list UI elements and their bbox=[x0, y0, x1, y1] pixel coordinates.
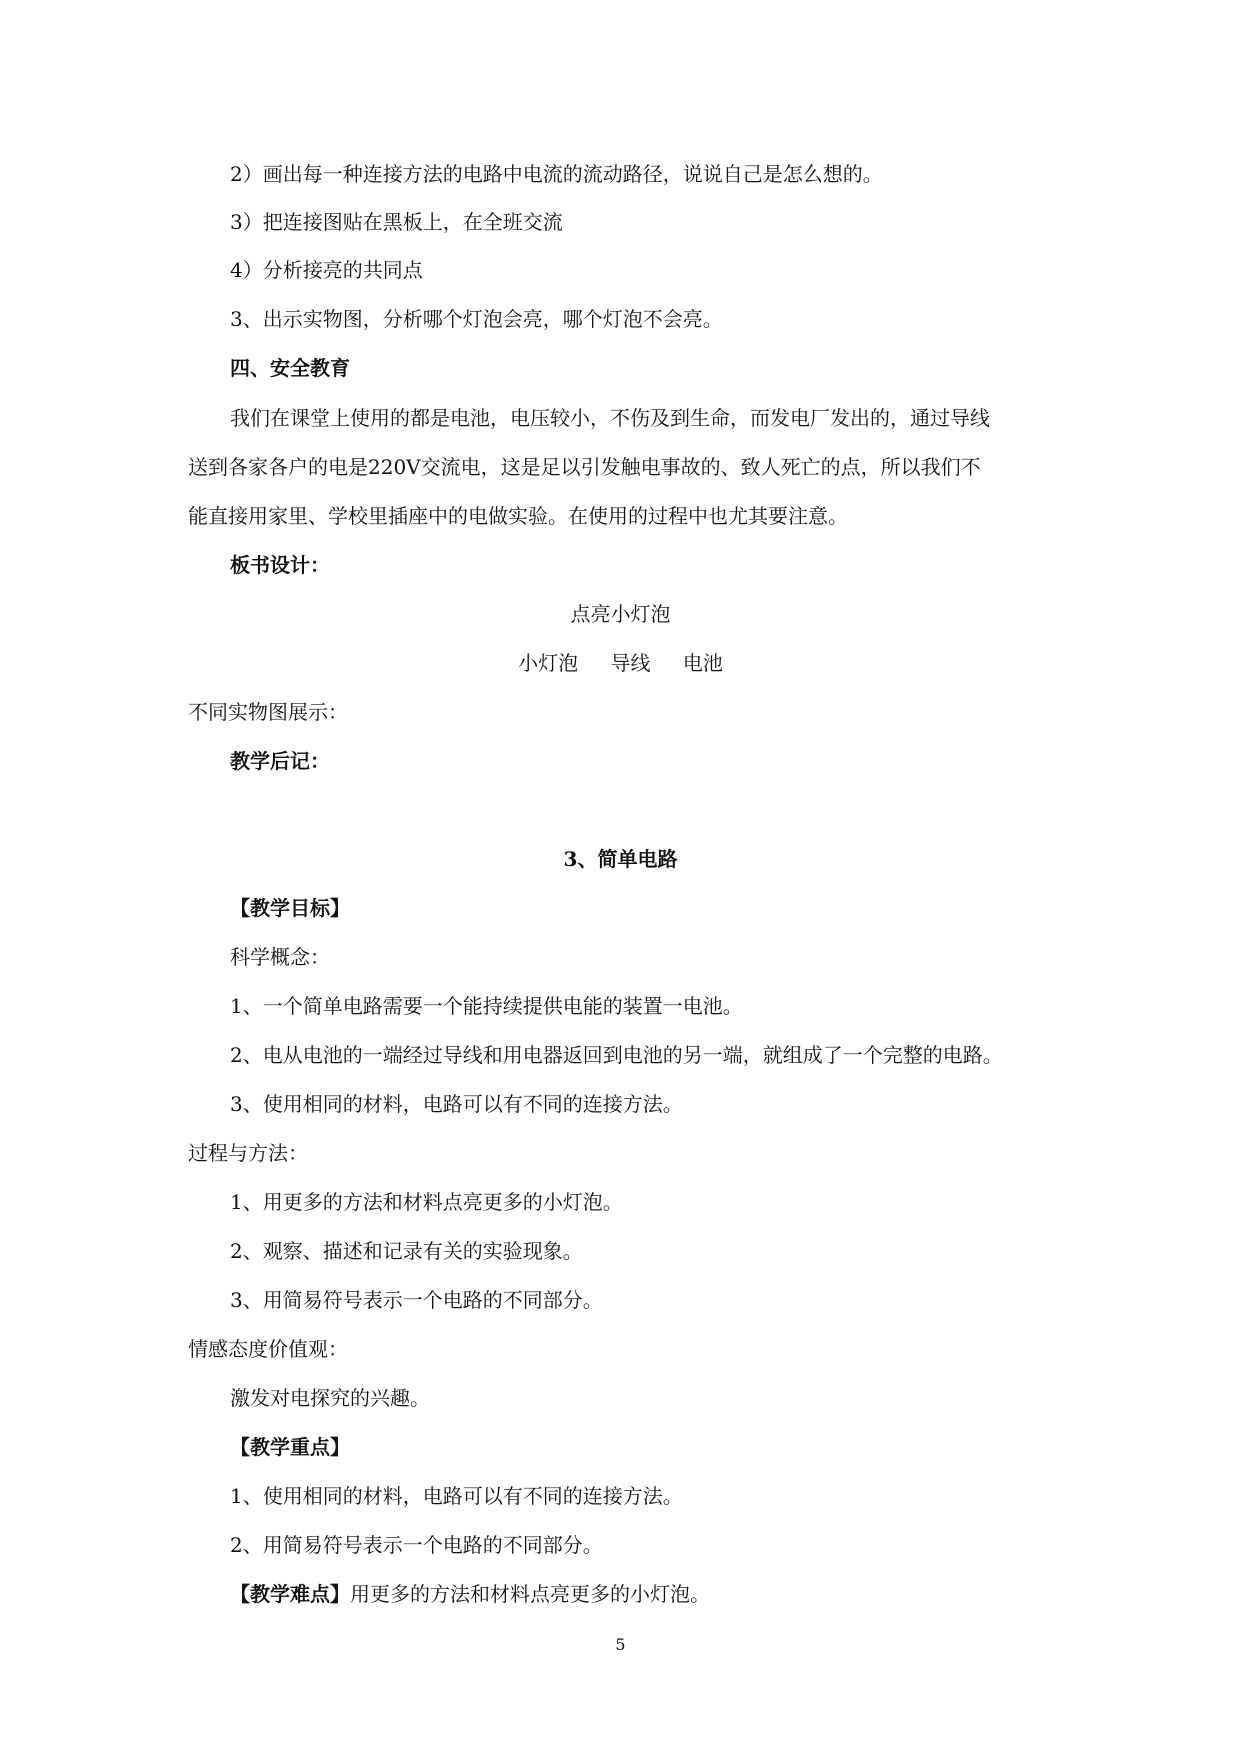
board-keyword: 小灯泡 bbox=[518, 651, 579, 675]
board-keyword: 导线 bbox=[610, 651, 651, 675]
diagram-display-label: 不同实物图展示： bbox=[188, 700, 348, 724]
concept-item-3: 3、使用相同的材料，电路可以有不同的连接方法。 bbox=[230, 1092, 683, 1116]
board-design-heading: 板书设计： bbox=[230, 553, 330, 577]
process-item-1: 1、用更多的方法和材料点亮更多的小灯泡。 bbox=[230, 1190, 623, 1214]
board-keyword: 电池 bbox=[682, 651, 723, 675]
step-3-post-diagrams: 3）把连接图贴在黑板上，在全班交流 bbox=[230, 210, 563, 234]
science-concepts-label: 科学概念： bbox=[230, 945, 330, 969]
difficulty-line bbox=[230, 1580, 710, 1608]
step-4-analyze-common-points: 4）分析接亮的共同点 bbox=[230, 258, 423, 282]
difficulty-label: 【教学难点】 bbox=[230, 1582, 350, 1606]
safety-paragraph-line-3: 能直接用家里、学校里插座中的电做实验。在使用的过程中也尤其要注意。 bbox=[188, 504, 848, 528]
board-title: 点亮小灯泡 bbox=[570, 602, 671, 626]
lesson-title: 3、简单电路 bbox=[563, 847, 678, 871]
board-keywords bbox=[0, 649, 1241, 677]
key-point-2: 2、用简易符号表示一个电路的不同部分。 bbox=[230, 1533, 603, 1557]
concept-item-1: 1、一个简单电路需要一个能持续提供电能的装置一电池。 bbox=[230, 994, 743, 1018]
process-method-label: 过程与方法： bbox=[188, 1141, 308, 1165]
page-number: 5 bbox=[615, 1635, 626, 1654]
concept-item-2: 2、电从电池的一端经过导线和用电器返回到电池的另一端，就组成了一个完整的电路。 bbox=[230, 1043, 1003, 1067]
key-points-heading: 【教学重点】 bbox=[230, 1435, 350, 1459]
attitude-values-label: 情感态度价值观： bbox=[188, 1337, 348, 1361]
section-heading-safety: 四、安全教育 bbox=[230, 356, 350, 380]
process-item-2: 2、观察、描述和记录有关的实验现象。 bbox=[230, 1239, 583, 1263]
objectives-heading: 【教学目标】 bbox=[230, 896, 350, 920]
key-point-1: 1、使用相同的材料，电路可以有不同的连接方法。 bbox=[230, 1484, 683, 1508]
attitude-item: 激发对电探究的兴趣。 bbox=[230, 1386, 430, 1410]
step-2-draw-current-path: 2）画出每一种连接方法的电路中电流的流动路径，说说自己是怎么想的。 bbox=[230, 162, 883, 186]
teaching-notes-heading: 教学后记： bbox=[230, 749, 330, 773]
difficulty-text: 用更多的方法和材料点亮更多的小灯泡。 bbox=[350, 1582, 710, 1606]
process-item-3: 3、用简易符号表示一个电路的不同部分。 bbox=[230, 1288, 603, 1312]
item-3-show-diagram: 3、出示实物图，分析哪个灯泡会亮，哪个灯泡不会亮。 bbox=[230, 307, 723, 331]
safety-paragraph-line-1: 我们在课堂上使用的都是电池，电压较小，不伤及到生命，而发电厂发出的，通过导线 bbox=[230, 406, 990, 430]
safety-paragraph-line-2: 送到各家各户的电是220V交流电，这是足以引发触电事故的、致人死亡的点，所以我们不 bbox=[188, 455, 981, 479]
